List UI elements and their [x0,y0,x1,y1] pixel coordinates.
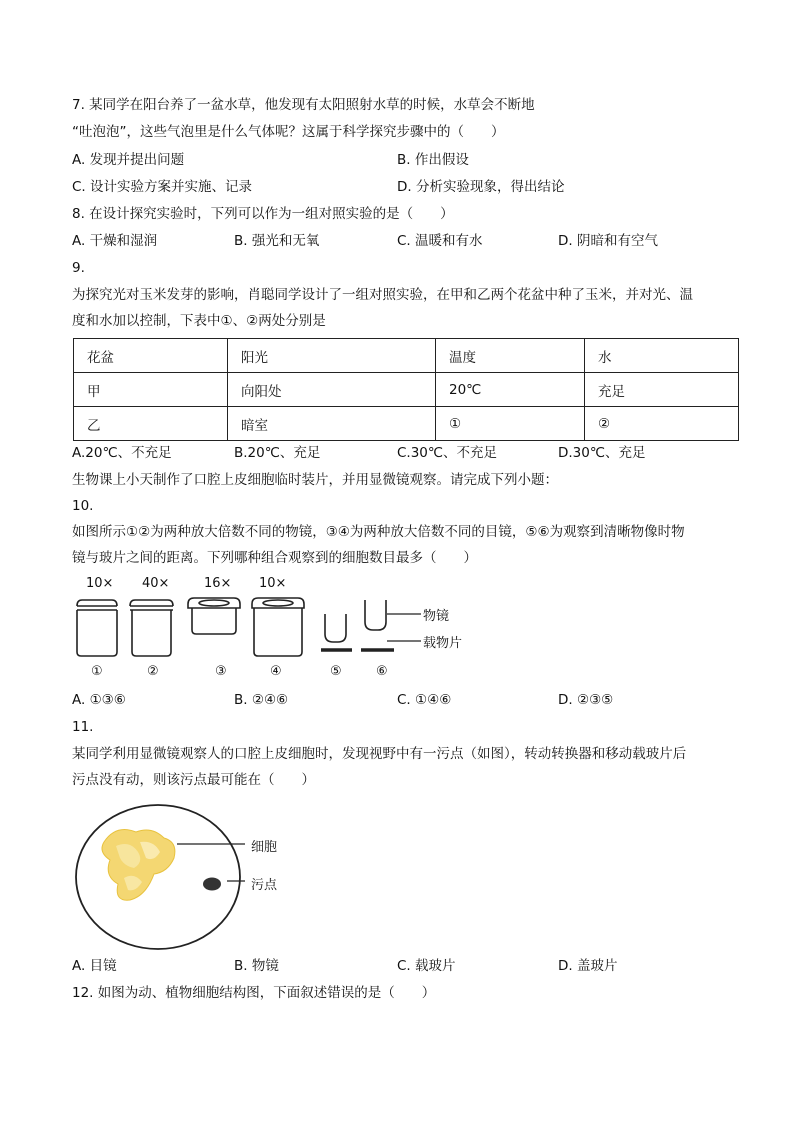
table-cell: 充足 [585,373,739,407]
table-cell: 暗室 [228,407,436,441]
q10-stem-line2: 镜与玻片之间的距离。下列哪种组合观察到的细胞数目最多（ ） [72,550,477,566]
q8-option-c: C. 温暖和有水 [397,233,483,249]
q7-option-b: B. 作出假设 [397,152,469,168]
q11-option-a: A. 目镜 [72,958,117,974]
objective-lens-1-icon [77,600,117,656]
q7-stem-line1: 7. 某同学在阳台养了一盆水草，他发现有太阳照射水草的时候，水草会不断地 [72,97,535,113]
q10-option-d: D. ②③⑤ [558,692,614,708]
q8-option-a: A. 干燥和湿润 [72,233,158,249]
table-cell: 向阳处 [228,373,436,407]
q11-stem-line1: 某同学利用显微镜观察人的口腔上皮细胞时，发现视野中有一污点（如图），转动转换器和移动载玻片后 [72,746,687,762]
objective-label: 物镜 [423,609,450,624]
table-header-cell: 温度 [436,339,585,373]
q11-option-b: B. 物镜 [234,958,279,974]
q9-stem-line2: 度和水加以控制，下表中①、②两处分别是 [72,313,326,329]
pointer-lines [385,606,425,650]
q9-number: 9. [72,260,85,276]
figure-number-5: ⑤ [330,664,342,679]
cell-cluster-icon [102,830,175,901]
table-cell: 乙 [74,407,228,441]
q9-experiment-table [73,338,739,441]
eyepiece-lens-3-icon [188,598,240,634]
table-cell: 甲 [74,373,228,407]
table-row [74,407,739,441]
slide-label: 载物片 [423,636,463,651]
objective-distance-5-icon [321,614,352,650]
q9-option-d: D.30℃、充足 [558,445,646,461]
table-row [74,373,739,407]
q8-option-d: D. 阴暗和有空气 [558,233,658,249]
q10-number: 10. [72,498,94,514]
table-header-row [74,339,739,373]
q10-option-a: A. ①③⑥ [72,692,126,708]
mag-label-2: 40× [142,576,170,591]
table-cell: ① [436,407,585,441]
spot-label: 污点 [251,878,278,893]
q10-option-c: C. ①④⑥ [397,692,452,708]
section-intro: 生物课上小天制作了口腔上皮细胞临时装片，并用显微镜观察。请完成下列小题： [72,472,558,488]
q7-option-a: A. 发现并提出问题 [72,152,185,168]
figure-number-3: ③ [215,664,227,679]
figure-number-1: ① [91,664,103,679]
eyepiece-lens-4-icon [252,598,304,656]
q11-number: 11. [72,719,94,735]
figure-number-4: ④ [270,664,282,679]
q11-option-d: D. 盖玻片 [558,958,618,974]
q8-option-b: B. 强光和无氧 [234,233,320,249]
q11-stem-line2: 污点没有动，则该污点最可能在（ ） [72,772,315,788]
q9-option-c: C.30℃、不充足 [397,445,498,461]
q8-stem: 8. 在设计探究实验时，下列可以作为一组对照实验的是（ ） [72,206,454,222]
q9-stem-line1: 为探究光对玉米发芽的影响，肖聪同学设计了一组对照实验，在甲和乙两个花盆中种了玉米，并对光、温 [72,287,693,303]
q9-option-a: A.20℃、不充足 [72,445,172,461]
cell-figure-pointers [175,838,250,888]
mag-label-1: 10× [86,576,114,591]
table-cell: ② [585,407,739,441]
objective-lens-2-icon [130,600,173,656]
figure-number-2: ② [147,664,159,679]
table-cell: 20℃ [436,373,585,407]
q7-option-c: C. 设计实验方案并实施、记录 [72,179,253,195]
table-header-cell: 水 [585,339,739,373]
mag-label-3: 16× [204,576,232,591]
q12-stem: 12. 如图为动、植物细胞结构图，下面叙述错误的是（ ） [72,985,436,1001]
q7-option-d: D. 分析实验现象，得出结论 [397,179,565,195]
table-header-cell: 花盆 [74,339,228,373]
table-header-cell: 阳光 [228,339,436,373]
q10-option-b: B. ②④⑥ [234,692,289,708]
q7-stem-line2: “吐泡泡”，这些气泡里是什么气体呢？这属于科学探究步骤中的（ ） [72,124,505,140]
q11-option-c: C. 载玻片 [397,958,456,974]
q10-stem-line1: 如图所示①②为两种放大倍数不同的物镜，③④为两种放大倍数不同的目镜，⑤⑥为观察到清晰物像时物 [72,524,685,540]
lens-figure [70,594,330,660]
cell-label: 细胞 [251,840,278,855]
figure-number-6: ⑥ [376,664,388,679]
mag-label-4: 10× [259,576,287,591]
q9-option-b: B.20℃、充足 [234,445,321,461]
